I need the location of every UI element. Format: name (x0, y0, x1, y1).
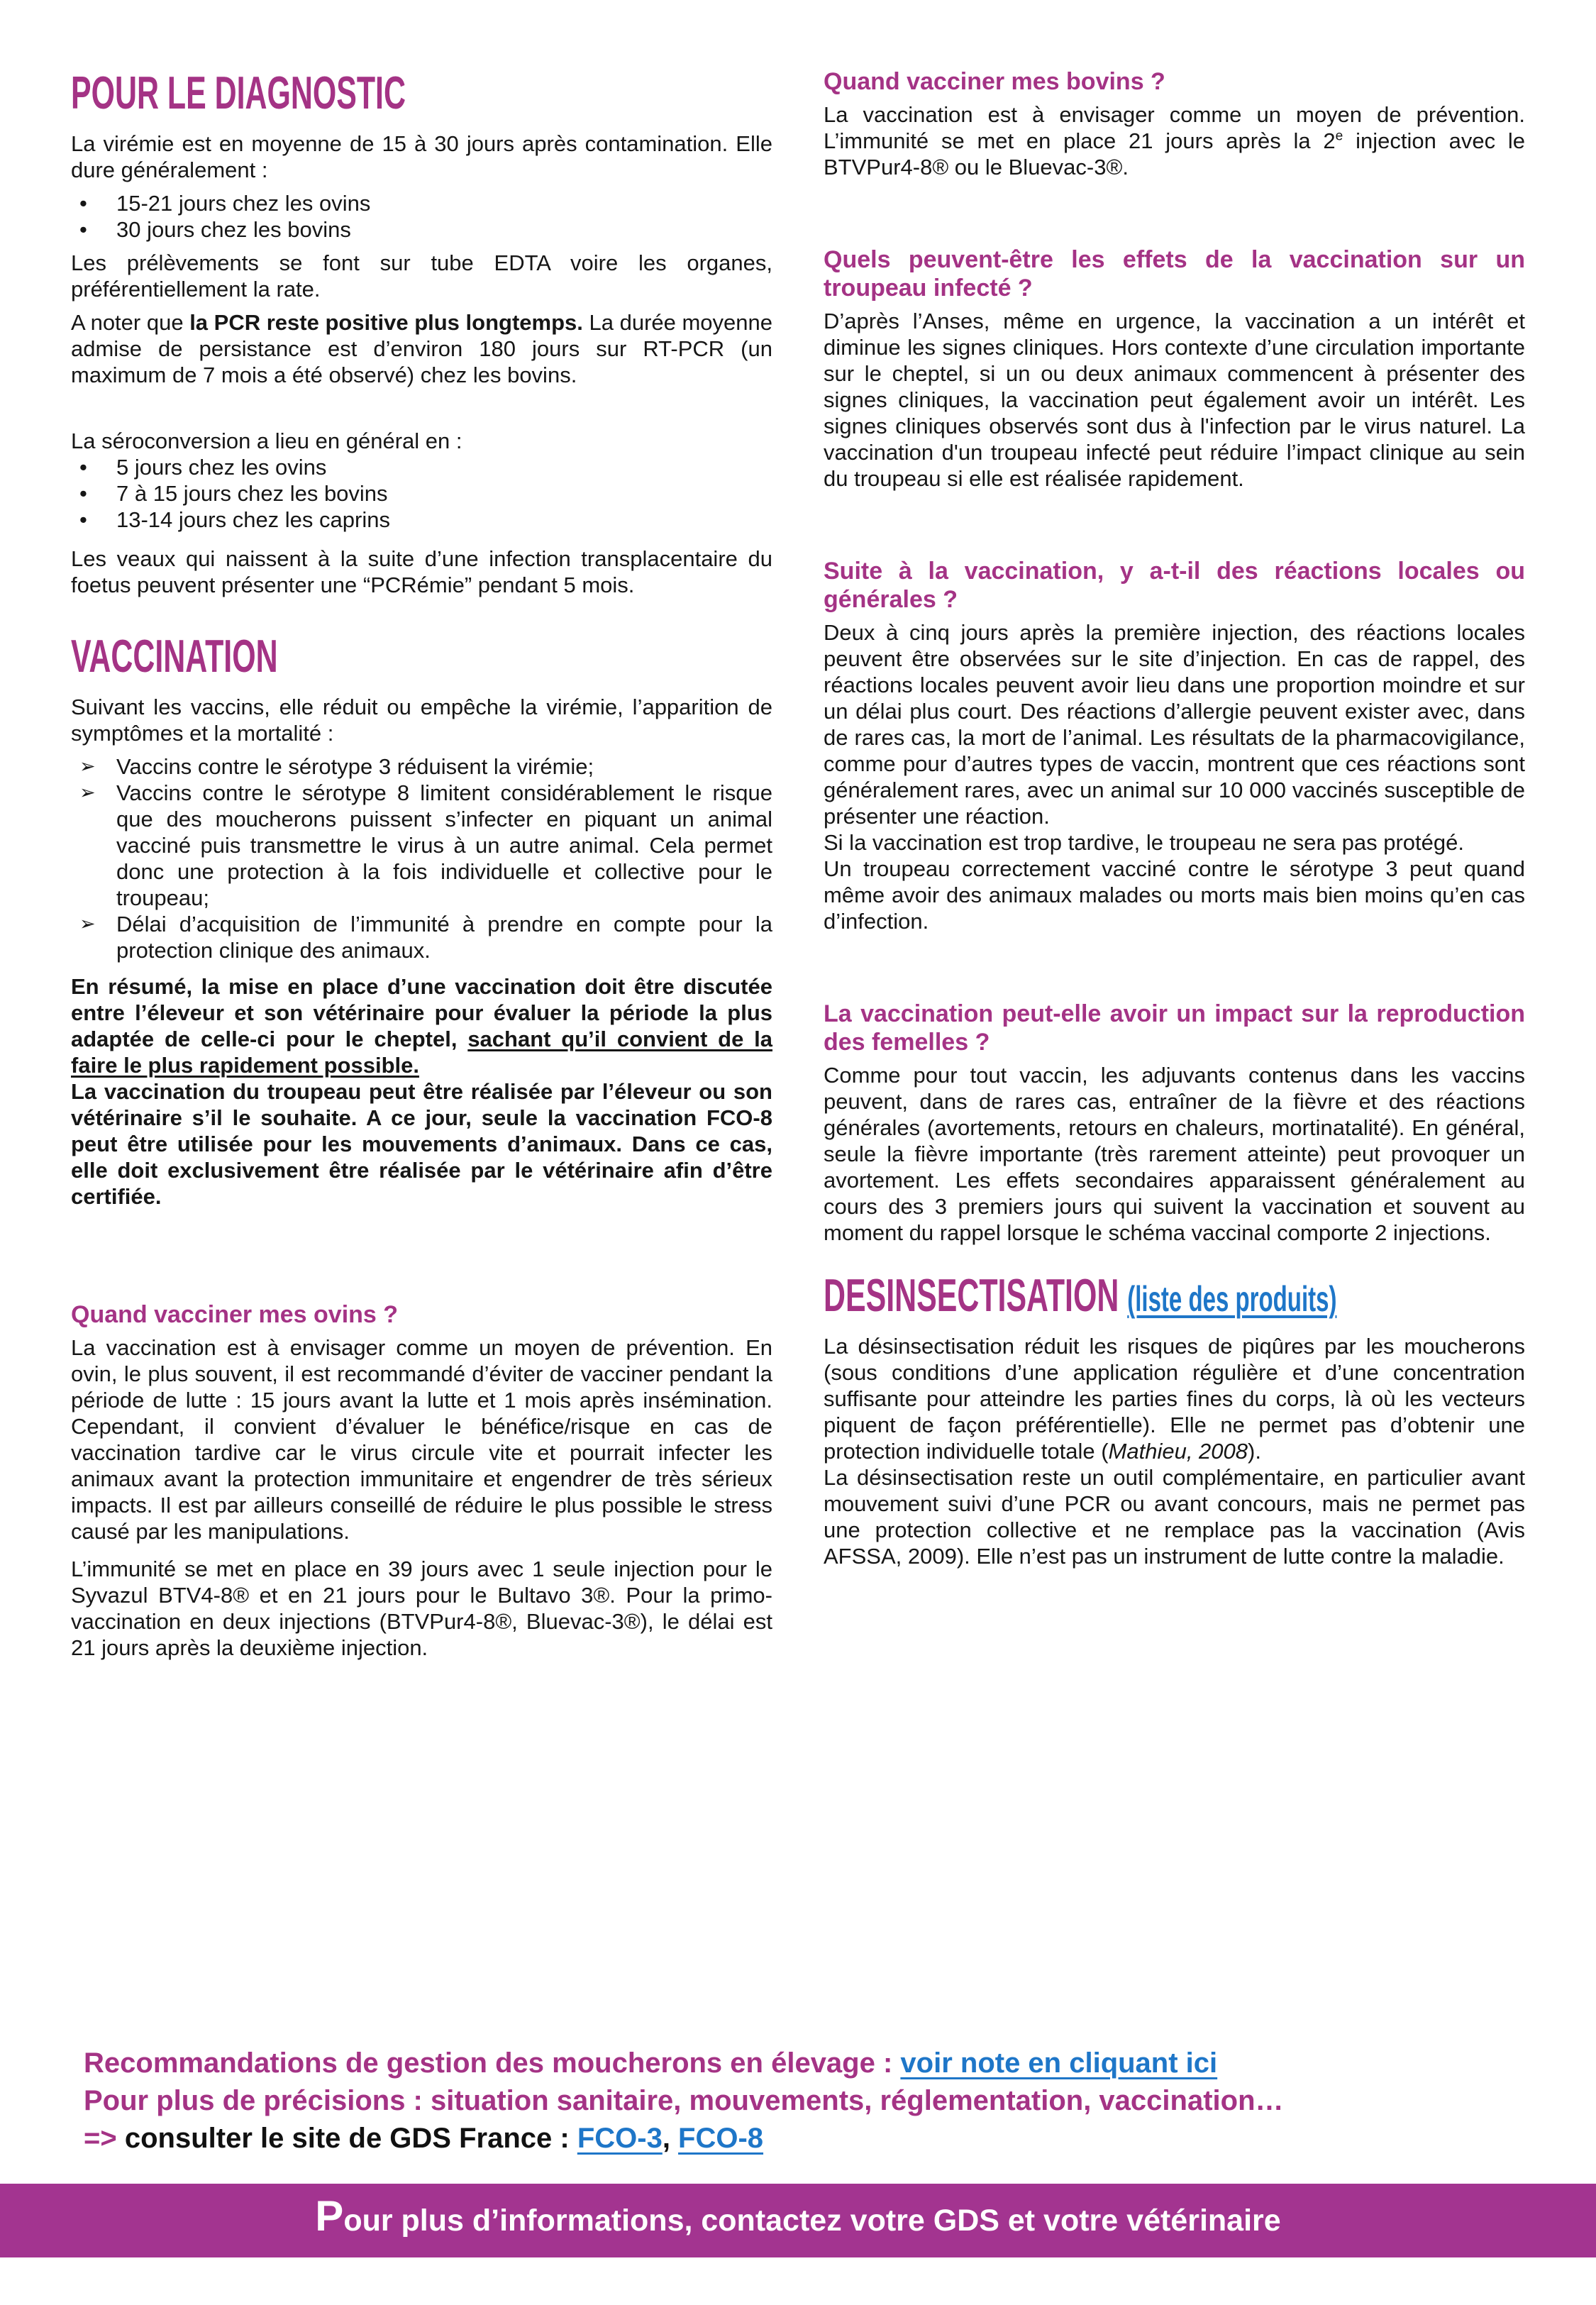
list-item-text: 15-21 jours chez les ovins (116, 190, 371, 216)
note-link[interactable]: voir note en cliquant ici (900, 2047, 1218, 2079)
paragraph-desinsectisation-1 (824, 1333, 1525, 1464)
subheading-reproduction: La vaccination peut-elle avoir un impact sur la reproduction des femelles ? (824, 1000, 1525, 1056)
subheading-effets: Quels peuvent-être les effets de la vaccination sur un troupeau infecté ? (824, 246, 1525, 302)
text-run: La vaccination est à envisager comme un moyen de prévention. L’immunité se met en place 21 jours après la 2 (824, 102, 1525, 153)
paragraph-ovins-1: La vaccination est à envisager comme un moyen de prévention. En ovin, le plus souvent, il est recommandé d’éviter de vacciner pendant la période de lutte : 15 jours avant la lutte et 1 mois après insémination. Cependant, il convient d’évaluer le bénéfice/risque en cas de vaccination tardive car le virus circule vite et pourrait infecter les animaux avant la protection immunitaire et engendrer de très sérieux impacts. Il est par ailleurs conseillé de réduire le plus possible le stress causé par les manipulations. (71, 1334, 772, 1544)
list-item-text: 13-14 jours chez les caprins (116, 507, 390, 532)
banner-initial: P (315, 2191, 344, 2240)
paragraph-desinsectisation-2: La désinsectisation reste un outil complémentaire, en particulier avant mouvement suivi d’une PCR ou avant concours, mais ne permet pas une protection collective et ne remplace pas la vaccination (Avis AFSSA, 2009). Elle n’est pas un instrument de lutte contre la maladie. (824, 1464, 1525, 1569)
subheading-reactions: Suite à la vaccination, y a-t-il des réactions locales ou générales ? (824, 558, 1525, 613)
footer-line-1 (84, 2045, 1596, 2082)
right-column (824, 67, 1525, 1668)
list-item-text: Délai d’acquisition de l’immunité à prendre en compte pour la protection clinique des animaux. (116, 911, 772, 963)
bullet-list-seroconversion (71, 454, 772, 533)
paragraph-reactions-1: Deux à cinq jours après la première injection, des réactions locales peuvent être observées sur le site d’injection. En cas de rappel, des réactions locales peuvent avoir lieu dans une proportion moindre et sur un délai plus court. Des réactions d’allergie peuvent exister avec, dans de rares cas, la mort de l’animal. Les résultats de la pharmacovigilance, comme pour d’autres types de vaccin, montrent que ces réactions sont généralement rares, avec un animal sur 10 000 vaccinés susceptible de présenter une réaction. (824, 620, 1525, 829)
bullet-dot-icon: • (79, 216, 87, 242)
list-item-text: 5 jours chez les ovins (116, 454, 327, 480)
list-item (71, 911, 772, 963)
fco3-link[interactable]: FCO-3 (577, 2123, 663, 2154)
text-run: injection avec le BTVPur4-8® ou le Bluevac-3®. (824, 128, 1525, 179)
paragraph-vaccins-intro: Suivant les vaccins, elle réduit ou empêche la virémie, l’apparition de symptômes et la mortalité : (71, 694, 772, 746)
two-column-layout (71, 67, 1525, 1668)
contact-banner (0, 2184, 1596, 2257)
list-item (71, 507, 772, 533)
section-title-vaccination: VACCINATION (71, 629, 278, 682)
text-run: ). (1248, 1438, 1261, 1464)
footer-line-3 (84, 2120, 1596, 2157)
text-run-bold-underline: sachant qu’il convient de la faire le plus rapidement possible. (71, 1026, 772, 1078)
paragraph-veaux: Les veaux qui naissent à la suite d’une infection transplacentaire du foetus peuvent présenter une “PCRémie” pendant 5 mois. (71, 546, 772, 597)
footer-text: consulter le site de GDS France : (124, 2123, 577, 2154)
paragraph-reproduction: Comme pour tout vaccin, les adjuvants contenus dans les vaccins peuvent, dans de rares cas, entraîner de la fièvre et des réactions générales (avortements, retours en chaleurs, mortinatalité). En général, seule la fièvre importante (très rarement atteinte) peut provoquer un avortement. Les effets secondaires apparaissent généralement au cours des 3 premiers jours qui suivent la vaccination et souvent au moment du rappel lorsque le schéma vaccinal comporte 2 injections. (824, 1063, 1525, 1245)
banner-rest: our plus d’informations, contactez votre GDS et votre vétérinaire (343, 2203, 1281, 2238)
arrow-bullet-icon: ➢ (79, 781, 96, 803)
products-list-link[interactable]: (liste des produits) (1127, 1279, 1337, 1319)
heading-text: DESINSECTISATION (824, 1269, 1119, 1321)
paragraph-seroconversion: La séroconversion a lieu en général en : (71, 428, 462, 453)
banner-text (315, 2191, 1281, 2240)
section-title-desinsectisation (824, 1269, 1337, 1322)
bullet-dot-icon: • (79, 480, 87, 506)
paragraph-reactions-3: Un troupeau correctement vacciné contre le sérotype 3 peut quand même avoir des animaux malades ou morts mais bien moins qu’en cas d’infection. (824, 856, 1525, 934)
list-item-text: 7 à 15 jours chez les bovins (116, 480, 388, 506)
separator-text: , (662, 2123, 679, 2154)
footer-note-block (0, 2045, 1596, 2157)
list-item-text: Vaccins contre le sérotype 3 réduisent la virémie; (116, 753, 594, 779)
text-run-bold: la PCR reste positive plus longtemps. (189, 309, 583, 335)
arrow-bullet-icon: ➢ (79, 755, 96, 777)
list-item-text: Vaccins contre le sérotype 8 limitent considérablement le risque que des moucherons puissent s’infecter en piquant un animal vacciné puis transmettre le virus à un autre animal. Cela permet donc une protection à la fois individuelle et collective pour le troupeau; (116, 780, 772, 910)
section-title-diagnostic: POUR LE DIAGNOSTIC (71, 67, 406, 118)
paragraph-viremie: La virémie est en moyenne de 15 à 30 jours après contamination. Elle dure généralement : (71, 131, 772, 182)
arrow-text: => (84, 2123, 125, 2154)
text-run-bold: En résumé, la mise en place d’une vaccination doit être discutée entre l’éleveur et son vétérinaire pour évaluer la période la plus adaptée de celle-ci pour le cheptel, (71, 973, 772, 1051)
list-item (71, 753, 772, 780)
list-item (71, 480, 772, 507)
paragraph-ovins-2: L’immunité se met en place en 39 jours avec 1 seule injection pour le Syvazul BTV4-8® et en 21 jours pour le Bultavo 3®. Pour la primo-vaccination en deux injections (BTVPur4-8®, Bluevac-3®), le délai est 21 jours après la deuxième injection. (71, 1556, 772, 1660)
footer-text: Recommandations de gestion des moucherons en élevage : (84, 2047, 901, 2079)
subheading-ovins: Quand vacciner mes ovins ? (71, 1300, 399, 1328)
list-item (71, 190, 772, 216)
fco8-link[interactable]: FCO-8 (678, 2123, 764, 2154)
text-run-italic: Mathieu, 2008 (1108, 1438, 1248, 1464)
list-item (71, 454, 772, 480)
arrow-bullet-icon: ➢ (79, 912, 96, 934)
superscript-e: e (1335, 128, 1343, 144)
footer-line-2: Pour plus de précisions : situation sanitaire, mouvements, réglementation, vaccination… (84, 2085, 1284, 2116)
paragraph-effets: D’après l’Anses, même en urgence, la vaccination a un intérêt et diminue les signes cliniques. Hors contexte d’une circulation importante sur le cheptel, si un ou deux animaux commencent à présenter des signes cliniques, la vaccination peut également avoir un intérêt. Les signes cliniques observés sont dus à l'infection par le virus naturel. La vaccination d'un troupeau infecté peut réduire l’impact clinique au sein du troupeau si elle est réalisée rapidement. (824, 309, 1525, 491)
paragraph-reactions-2: Si la vaccination est trop tardive, le troupeau ne sera pas protégé. (824, 830, 1464, 855)
paragraph-fco8-bold: La vaccination du troupeau peut être réalisée par l’éleveur ou son vétérinaire s’il le souhaite. A ce jour, seule la vaccination FCO-8 peut être utilisée pour les mouvements d’animaux. Dans ce cas, elle doit exclusivement être réalisée par le vétérinaire afin d’être certifiée. (71, 1078, 772, 1209)
bullet-dot-icon: • (79, 454, 87, 480)
bullet-dot-icon: • (79, 507, 87, 532)
list-item (71, 780, 772, 911)
paragraph-bovins (824, 101, 1525, 180)
subheading-bovins: Quand vacciner mes bovins ? (824, 68, 1165, 95)
bullet-list-viremie (71, 190, 772, 243)
left-column (71, 67, 772, 1668)
bullet-dot-icon: • (79, 190, 87, 216)
text-run: La désinsectisation réduit les risques de piqûres par les moucherons (sous conditions d’une application régulière et d’une concentration suffisante pour atteindre les parties fines du corps, là où les vecteurs piquent de façon préférentielle). Elle ne permet pas d’obtenir une protection individuelle totale ( (824, 1333, 1525, 1464)
paragraph-resume-bold (71, 973, 772, 1078)
list-item-text: 30 jours chez les bovins (116, 216, 351, 242)
paragraph-prelevements: Les prélèvements se font sur tube EDTA voire les organes, préférentiellement la rate. (71, 250, 772, 302)
text-run: La durée moyenne admise de persistance est d’environ 180 jours sur RT-PCR (un maximum de 7 mois a été observé) chez les bovins. (71, 309, 773, 387)
arrow-list-vaccins (71, 753, 772, 963)
list-item (71, 216, 772, 243)
paragraph-pcr (71, 309, 772, 388)
text-run: A noter que (71, 309, 190, 335)
